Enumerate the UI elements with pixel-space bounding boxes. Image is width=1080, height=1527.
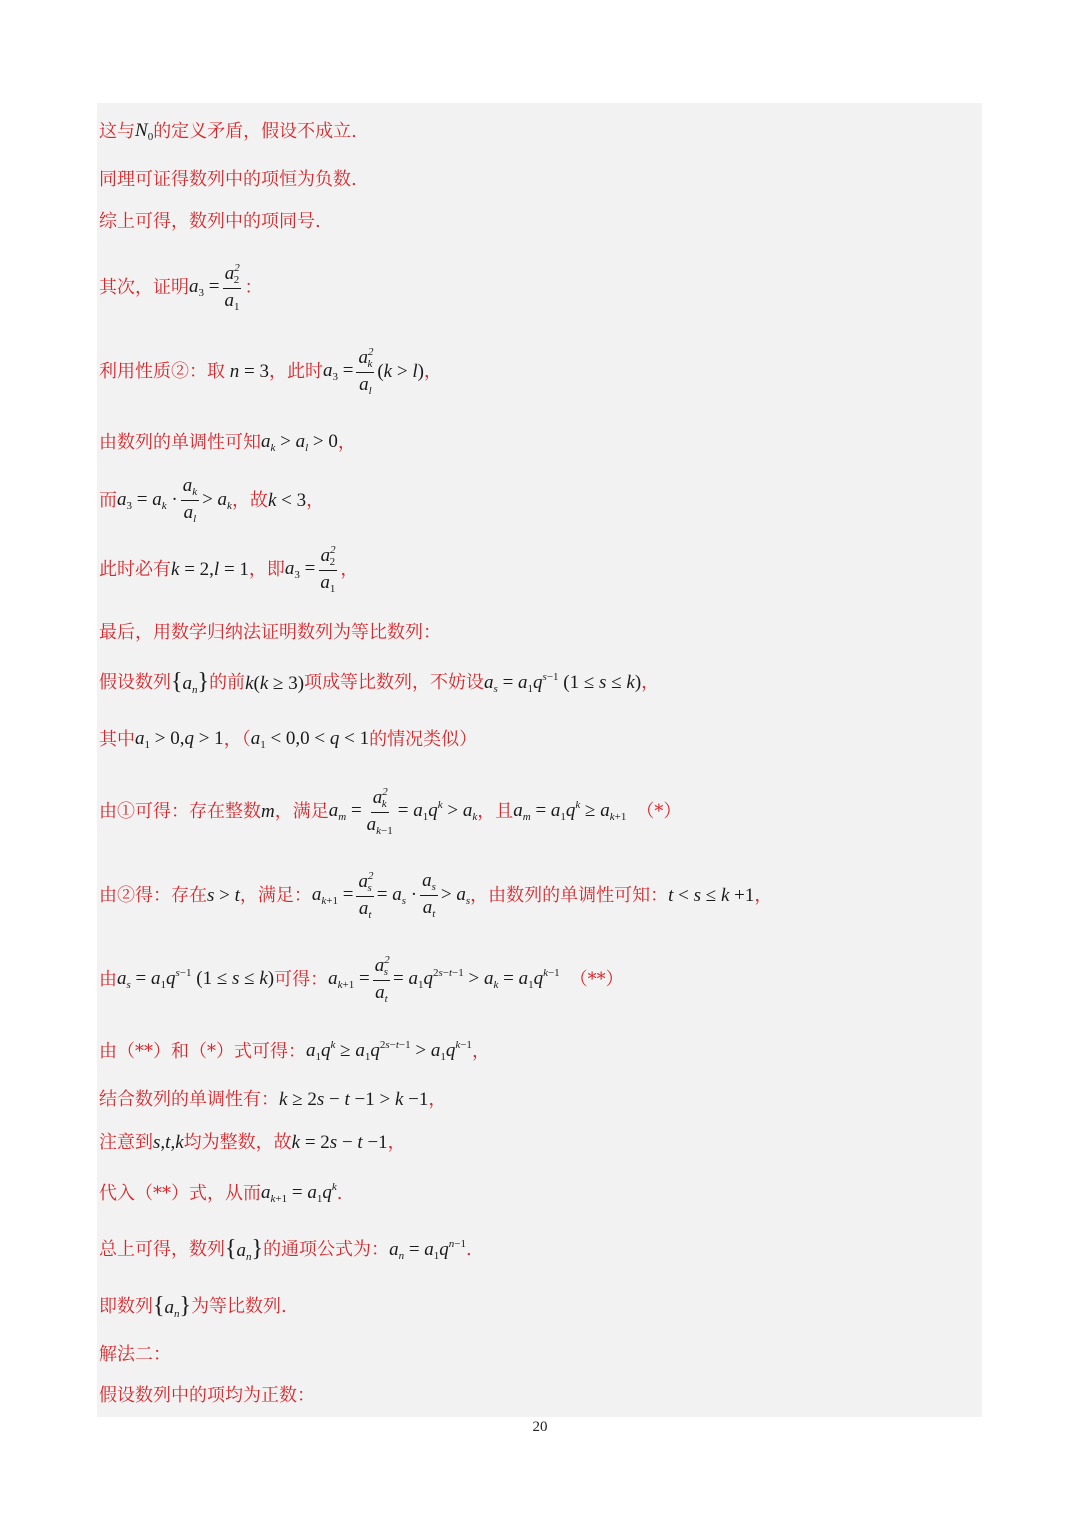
line-5 (99, 346, 442, 397)
math: k ≥ 2s − t −1 > k −1 (279, 1089, 429, 1110)
line-13 (99, 870, 772, 921)
math: > $a_s$ (440, 883, 471, 907)
text: 由（**）和（*）式可得： (99, 1040, 306, 1062)
text: 的情况类似） (369, 729, 478, 750)
math: = $a_s$ · (376, 883, 418, 907)
text: 由①可得：存在整数 (99, 800, 261, 822)
text: 此时必有 (99, 558, 171, 580)
line-4 (99, 262, 262, 313)
line-12 (99, 786, 681, 837)
text: 可得： (274, 968, 329, 990)
text: 的定义矛盾，假设不成立. (153, 121, 357, 142)
math: $\{a_n\}$ (171, 669, 210, 696)
math: $a_n = a_1q^{n-1}$ (389, 1237, 466, 1262)
text: （**） (569, 968, 624, 990)
math: $a_3$ = (322, 359, 354, 383)
text: ， (641, 672, 660, 693)
math: $a_{k+1}$ = (311, 883, 354, 907)
math: $a_m = a_1q^k \ge a_{k+1}$ (513, 799, 627, 824)
text: 由数列的单调性可知 (99, 432, 261, 453)
text: 其中 (99, 729, 135, 750)
text: （*） (636, 800, 682, 822)
line-9: 最后，用数学归纳法证明数列为等比数列： (99, 622, 441, 643)
math: k = 2,l = 1 (171, 559, 249, 581)
fraction: $\frac{a_s}{a_t}$ (422, 870, 436, 921)
math: $\{a_n\}$ (225, 1236, 264, 1263)
fraction: $\frac{a^2_2}{a_1}$ (320, 544, 336, 596)
math: k < 3 (267, 490, 307, 512)
text: 其次，证明 (99, 276, 189, 298)
text: ， (340, 558, 359, 580)
text: ： (244, 276, 263, 298)
text: ，即 (248, 558, 285, 580)
text: 由②得：存在 (99, 884, 207, 906)
line-1 (99, 121, 357, 143)
line-16 (99, 1090, 446, 1109)
text: 为等比数列. (191, 1296, 287, 1317)
line-7 (99, 476, 324, 525)
text: . (336, 1182, 343, 1204)
text: ，此时 (268, 360, 323, 382)
math: $a_1q^k \ge a_1q^{2s-t-1} > a_1q^{k-1}$ (306, 1039, 472, 1063)
text: 注意到 (99, 1131, 153, 1153)
line-19 (99, 1237, 472, 1263)
line-18 (99, 1182, 342, 1205)
math: $a_3$ = (284, 557, 316, 581)
page-number: 20 (532, 1419, 548, 1435)
text: 项成等比数列，不妨设 (304, 672, 485, 693)
math: s > t (207, 885, 240, 907)
text: ， (428, 1088, 447, 1110)
math: $\{a_n\}$ (153, 1293, 192, 1320)
text: ，故 (231, 489, 268, 511)
text: 而 (99, 489, 117, 511)
fraction: $\frac{a^2_s}{a_t}$ (374, 954, 390, 1006)
fraction: $\frac{a^2_s}{a_t}$ (358, 870, 374, 922)
line-6 (99, 432, 356, 454)
line-11 (99, 729, 477, 751)
text: ， (754, 884, 773, 906)
text: ，且 (477, 800, 514, 822)
line-17 (99, 1133, 406, 1152)
line-2: 同理可证得数列中的项恒为负数. (99, 169, 357, 190)
math: $a_3$ = (189, 275, 220, 299)
math: $N_0$ (135, 120, 154, 143)
text: ， (387, 1131, 406, 1153)
line-15 (99, 1040, 490, 1063)
math: k(k ≥ 3) (245, 672, 305, 694)
text: ， (306, 489, 325, 511)
text: 利用性质②：取 (99, 360, 225, 382)
math: $a_1 > 0,q > 1$ (135, 728, 224, 751)
text: ， (337, 432, 356, 453)
text: 这与 (99, 121, 135, 142)
line-22: 假设数列中的项均为正数： (99, 1385, 315, 1406)
line-14 (99, 954, 624, 1005)
text: 的通项公式为： (263, 1239, 390, 1260)
math: > $a_k$ (202, 488, 232, 512)
line-3: 综上可得，数列中的项同号. (99, 211, 321, 232)
math: k = 2s − t −1 (291, 1132, 388, 1153)
math: $a_m$ = (328, 799, 362, 823)
line-20 (99, 1294, 287, 1320)
text: . (466, 1239, 472, 1260)
text: 即数列 (99, 1296, 153, 1317)
line-10 (99, 670, 659, 696)
math: m (261, 801, 275, 823)
math: $a_{k+1}$ = (328, 967, 370, 991)
math: $a_k > a_l > 0$ (261, 431, 338, 454)
text: 由 (99, 968, 117, 990)
math: $a_s = a_1q^{s-1}$ (1 ≤ s ≤ k) (117, 967, 275, 992)
math: $a_{k+1} = a_1q^k$ (261, 1181, 337, 1205)
line-8 (99, 544, 358, 595)
text: 均为整数，故 (183, 1131, 292, 1153)
math: t < s ≤ k +1 (668, 885, 755, 907)
math: s,t,k (153, 1132, 184, 1153)
text: ，满足： (239, 884, 312, 906)
text: ，（ (223, 729, 251, 750)
text: 的前 (209, 672, 246, 693)
math: = $a_1q^k > a_k$ (397, 799, 478, 824)
math: $a_3 = a_k$ · (117, 488, 178, 512)
math: (k > l) (377, 361, 424, 383)
math: = $a_1q^{2s-t-1} > a_k = a_1q^{k-1}$ (392, 967, 560, 992)
fraction: $\frac{a_k}{a_l}$ (182, 475, 198, 526)
text: 结合数列的单调性有： (99, 1088, 279, 1110)
text: ， (423, 360, 442, 382)
fraction: $\frac{a^2_k}{a_{k-1}}$ (366, 786, 393, 838)
text: 假设数列 (99, 672, 171, 693)
fraction: $\frac{a^2_k}{a_l}$ (358, 346, 374, 398)
fraction: $\frac{a^2_2}{a_1}$ (224, 262, 240, 314)
line-21: 解法二： (99, 1344, 171, 1365)
text: 代入（**）式，从而 (99, 1182, 261, 1204)
math: $a_s = a_1q^{s-1}$ (1 ≤ s ≤ k) (484, 670, 642, 695)
text: 总上可得，数列 (99, 1239, 225, 1260)
text: ， (471, 1040, 490, 1062)
math: $a_1 < 0,0 < q < 1$ (250, 728, 370, 751)
text: ，满足 (274, 800, 329, 822)
text: ，由数列的单调性可知： (470, 884, 669, 906)
math: n = 3 (225, 361, 269, 383)
